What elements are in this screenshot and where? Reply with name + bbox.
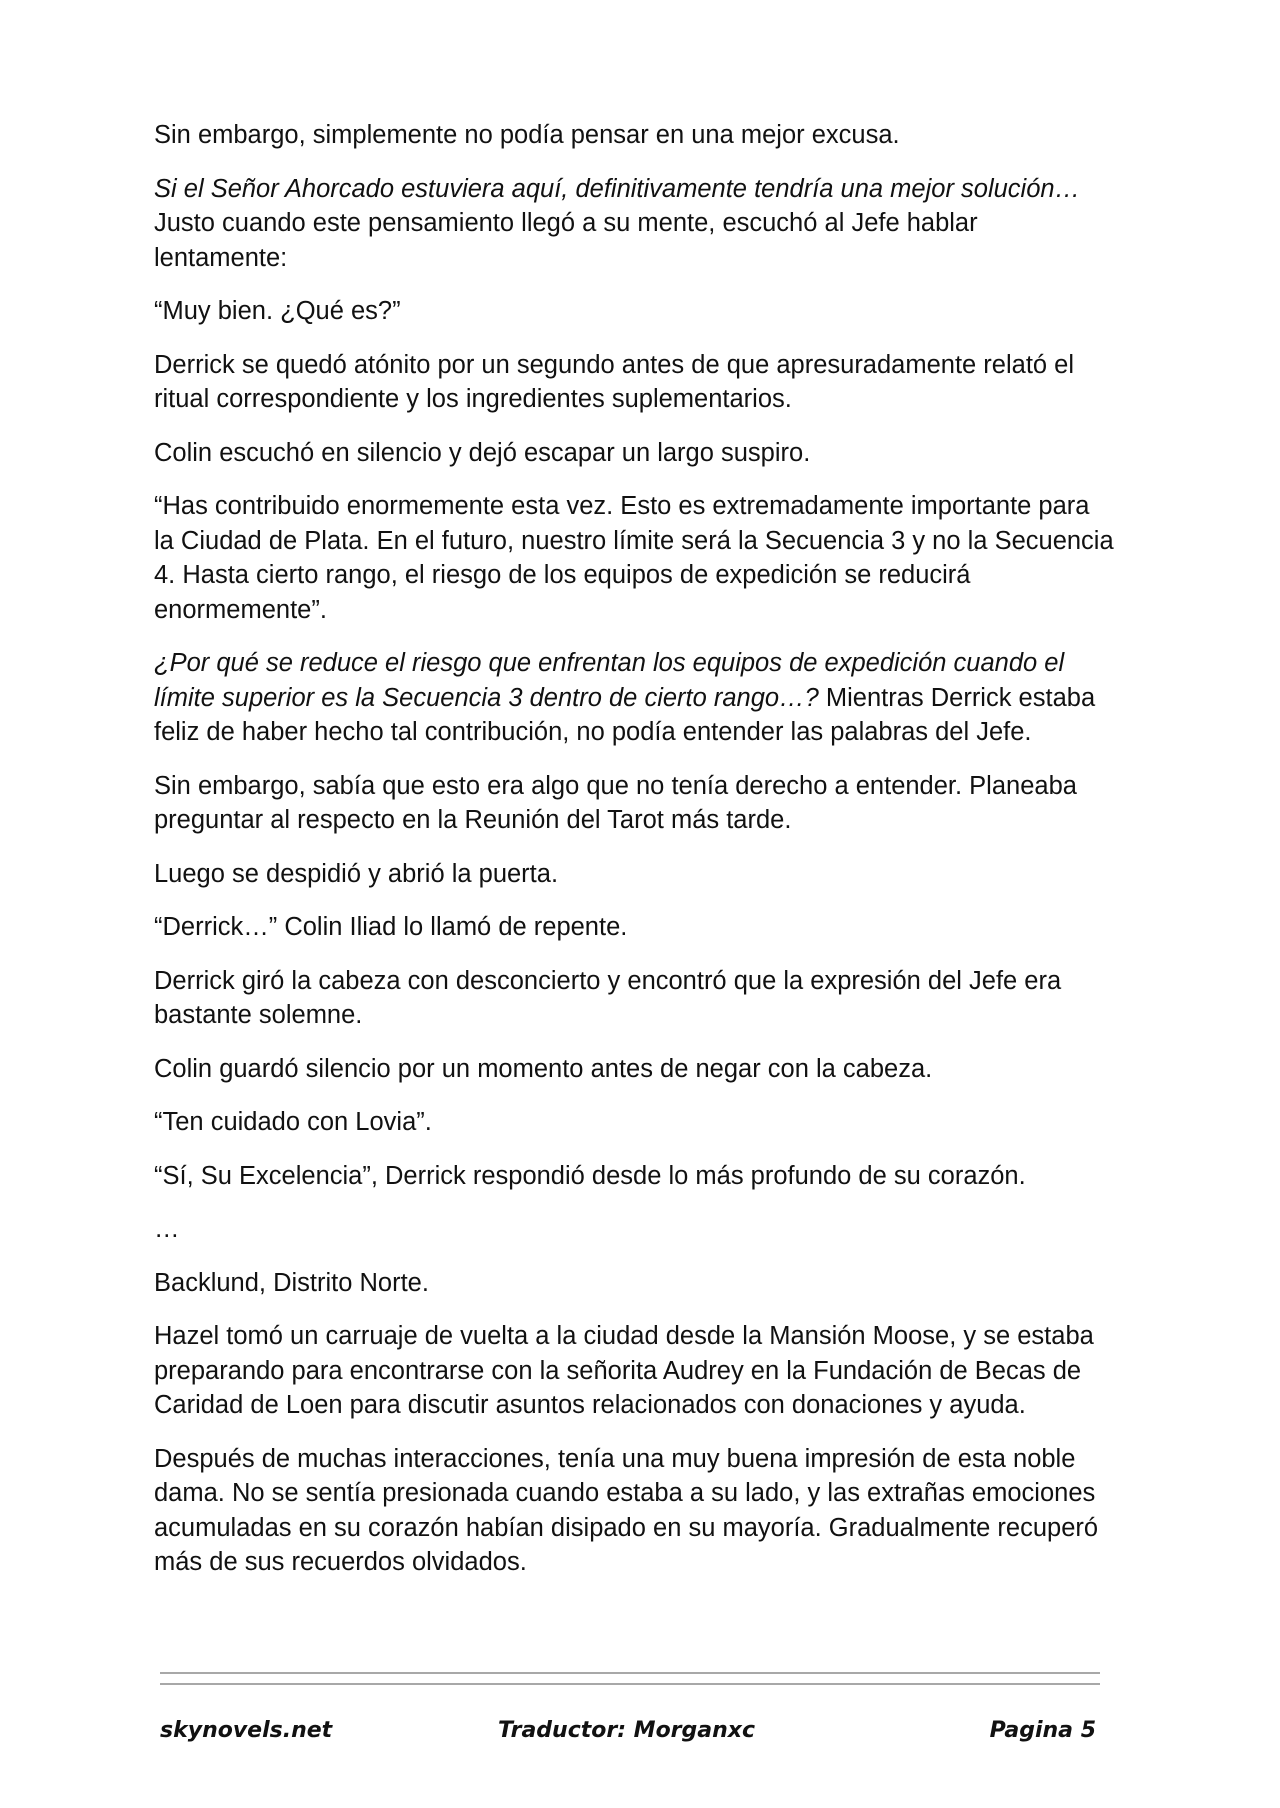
footer-page-number: Pagina 5 — [989, 1718, 1096, 1743]
paragraph — [154, 436, 1114, 471]
paragraph-text: Mientras Derrick estaba feliz de haber hecho tal contribución, no podía entender las palabras del Jefe. — [154, 683, 1096, 746]
paragraph-text: “Muy bien. ¿Qué es?” — [154, 297, 401, 325]
paragraph — [154, 294, 1114, 329]
paragraph-text: Sin embargo, sabía que esto era algo que no tenía derecho a entender. Planeaba preguntar al respecto en la Reunión del Tarot más tarde. — [154, 771, 1077, 834]
paragraph-text: Hazel tomó un carruaje de vuelta a la ciudad desde la Mansión Moose, y se estaba preparando para encontrarse con la señorita Audrey en la Fundación de Becas de Caridad de Loen para discutir asuntos relacionados con donaciones y ayuda. — [154, 1322, 1094, 1419]
paragraph-text: “Sí, Su Excelencia”, Derrick respondió desde lo más profundo de su corazón. — [154, 1161, 1026, 1190]
paragraph — [154, 118, 1114, 153]
footer-site-name: skynovels.net — [160, 1718, 333, 1743]
paragraph — [154, 910, 1114, 945]
footer-divider-top — [160, 1672, 1100, 1674]
paragraph — [154, 1319, 1114, 1423]
footer-translator: Traductor: Morganxc — [498, 1718, 756, 1743]
paragraph — [154, 769, 1114, 838]
paragraph-text: “Ten cuidado con Lovia”. — [154, 1108, 432, 1136]
paragraph — [154, 964, 1114, 1033]
paragraph — [154, 857, 1114, 892]
paragraph-text: Colin guardó silencio por un momento antes de negar con la cabeza. — [154, 1054, 933, 1083]
paragraph — [154, 348, 1114, 417]
paragraph-text: Justo cuando este pensamiento llegó a su mente, escuchó al Jefe hablar lentamente: — [154, 209, 978, 272]
paragraph-text: “Has contribuido enormemente esta vez. Esto es extremadamente importante para la Ciudad de Plata. En el futuro, nuestro límite será la Secuencia 3 y no la Secuencia 4. Hasta cierto rango, el riesgo de los equipos de expedición se reducirá enormemente”. — [154, 492, 1114, 624]
footer-divider-bottom — [160, 1683, 1100, 1685]
paragraph — [154, 1266, 1114, 1301]
paragraph — [154, 1105, 1114, 1140]
paragraph — [154, 1442, 1114, 1580]
italic-thought-text: ¿Por qué se reduce el riesgo que enfrentan los equipos de expedición cuando el límite superior es la Secuencia 3 dentro de cierto rango…? — [154, 649, 1065, 712]
paragraph-text: “Derrick…” Colin Iliad lo llamó de repente. — [154, 913, 628, 941]
paragraph — [154, 1052, 1114, 1087]
paragraph-text: Derrick giró la cabeza con desconcierto y encontró que la expresión del Jefe era bastante solemne. — [154, 966, 1062, 1029]
paragraph-text: Sin embargo, simplemente no podía pensar en una mejor excusa. — [154, 121, 900, 149]
paragraph — [154, 172, 1114, 276]
paragraph — [154, 489, 1114, 627]
paragraph-text: Backlund, Distrito Norte. — [154, 1268, 429, 1297]
paragraph-text: … — [154, 1215, 180, 1243]
chapter-body — [154, 118, 1114, 1599]
paragraph-text: Colin escuchó en silencio y dejó escapar un largo suspiro. — [154, 438, 811, 467]
paragraph — [154, 646, 1114, 750]
paragraph-text: Después de muchas interacciones, tenía una muy buena impresión de esta noble dama. No se sentía presionada cuando estaba a su lado, y las extrañas emociones acumuladas en su corazón habían disipado en su mayoría. Gradualmente recuperó más de sus recuerdos olvidados. — [154, 1444, 1099, 1576]
paragraph — [154, 1159, 1114, 1194]
paragraph-text: Luego se despidió y abrió la puerta. — [154, 859, 559, 888]
paragraph — [154, 1212, 1114, 1247]
italic-thought-text: Si el Señor Ahorcado estuviera aquí, definitivamente tendría una mejor solución… — [154, 174, 1081, 203]
paragraph-text: Derrick se quedó atónito por un segundo antes de que apresuradamente relató el ritual correspondiente y los ingredientes suplementarios. — [154, 350, 1075, 413]
